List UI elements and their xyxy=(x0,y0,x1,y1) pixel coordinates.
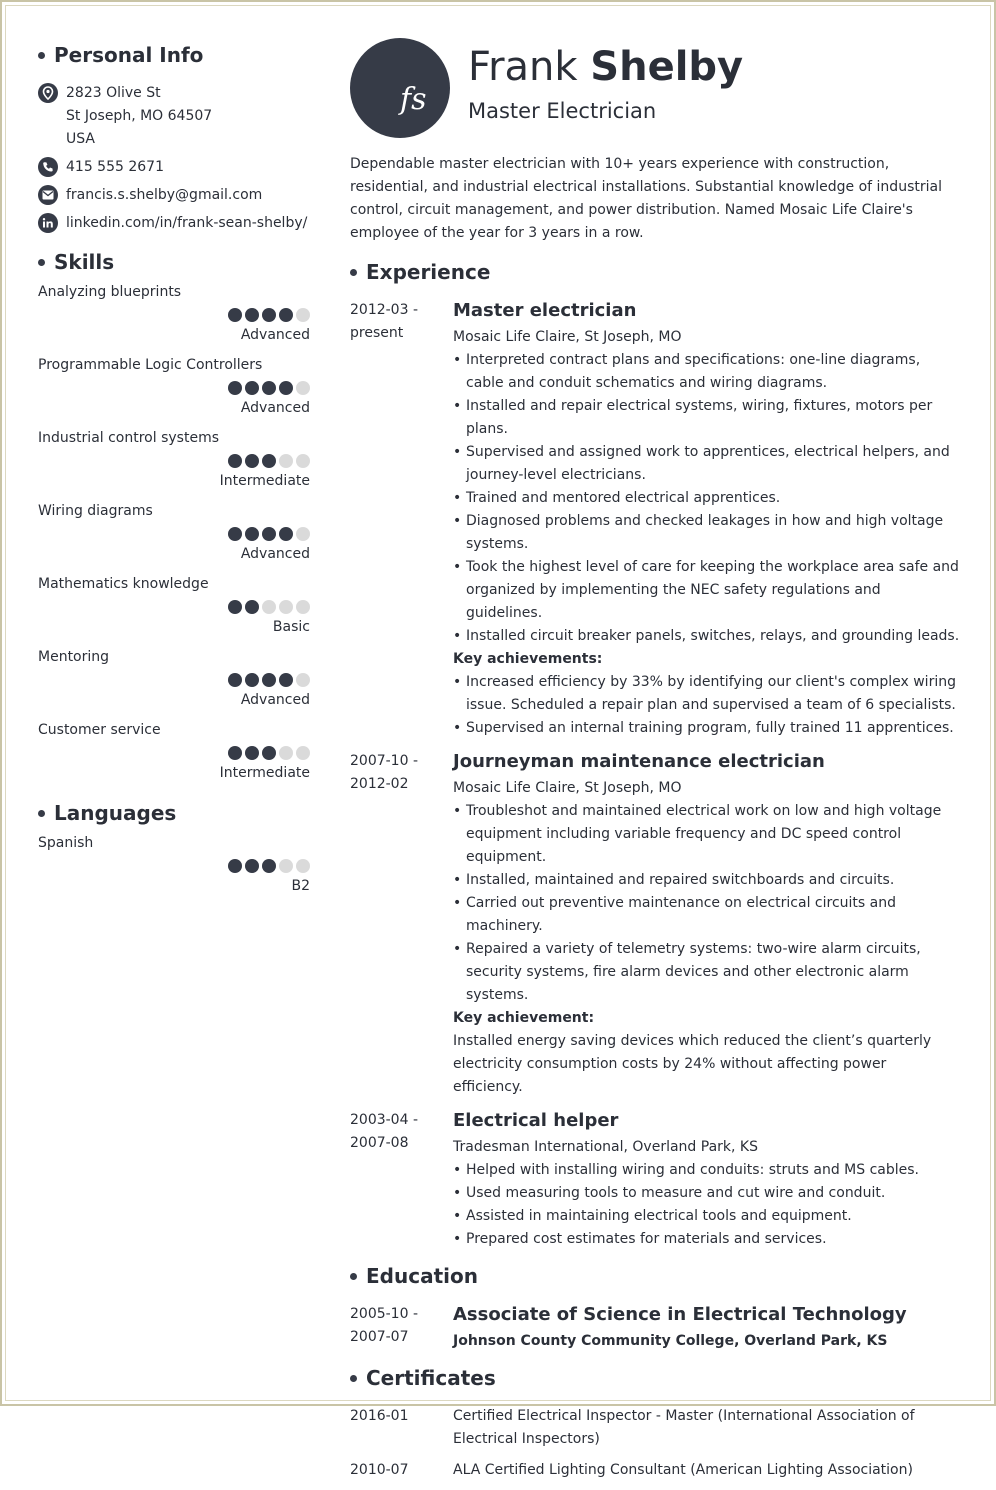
phone-text: 415 555 2671 xyxy=(66,159,164,175)
contact-phone xyxy=(38,156,310,179)
summary: Dependable master electrician with 10+ years experience with construction, residential, and industrial electrical installations. Substantial knowledge of industrial control, circuit management, and power distribution. Named Mosaic Life Claire's employee of the year for 3 years in a row. xyxy=(350,156,942,241)
certificate-text: Certified Electrical Inspector - Master (International Association of Electrical Inspectors) xyxy=(453,1408,915,1447)
rating-dot-empty-icon xyxy=(296,308,310,322)
skill-name: Customer service xyxy=(38,722,161,738)
certificates-list xyxy=(350,1405,960,1482)
skill-item xyxy=(38,833,310,896)
job-company: Tradesman International, Overland Park, KS xyxy=(453,1139,758,1155)
education-list xyxy=(350,1303,960,1353)
skill-level: Intermediate xyxy=(219,765,310,781)
achievement-bullet: • Increased efficiency by 33% by identifying our client's complex wiring issue. Scheduled a repair plan and supervised a team of 6 specialists. xyxy=(453,671,960,717)
skill-name: Wiring diagrams xyxy=(38,503,153,519)
skill-name: Mathematics knowledge xyxy=(38,576,209,592)
job-bullet: • Trained and mentored electrical apprentices. xyxy=(453,487,960,510)
skill-rating xyxy=(38,454,310,468)
rating-dot-filled-icon xyxy=(228,746,242,760)
skill-item xyxy=(38,355,310,418)
job-bullet: • Assisted in maintaining electrical tools and equipment. xyxy=(453,1205,960,1228)
job-bullet: • Used measuring tools to measure and cut wire and conduit. xyxy=(453,1182,960,1205)
education-body xyxy=(453,1303,960,1353)
rating-dot-filled-icon xyxy=(228,454,242,468)
name-block xyxy=(468,41,743,125)
contact-linkedin xyxy=(38,212,310,235)
skill-rating xyxy=(38,859,310,873)
section-bullet-icon xyxy=(350,1375,357,1382)
skill-level: Advanced xyxy=(240,327,310,343)
achievement-bullet: • Supervised an internal training program, fully trained 11 apprentices. xyxy=(453,717,960,740)
skill-level: Advanced xyxy=(240,400,310,416)
certificates-heading xyxy=(350,1363,960,1393)
job-company: Mosaic Life Claire, St Joseph, MO xyxy=(453,780,682,796)
job-title: Master Electrician xyxy=(468,99,657,123)
skill-item xyxy=(38,647,310,710)
rating-dot-filled-icon xyxy=(262,308,276,322)
rating-dot-filled-icon xyxy=(245,454,259,468)
skill-level: Advanced xyxy=(240,546,310,562)
job-title: Master electrician xyxy=(453,300,637,321)
rating-dot-filled-icon xyxy=(228,308,242,322)
email-icon xyxy=(38,185,58,205)
section-bullet-icon xyxy=(350,1273,357,1280)
job-bullet: • Repaired a variety of telemetry systems: two-wire alarm circuits, security systems, fire alarm devices and other electronic alarm systems. xyxy=(453,938,960,1007)
job-bullets xyxy=(453,800,960,1007)
rating-dot-filled-icon xyxy=(228,673,242,687)
certificates-heading-text: Certificates xyxy=(366,1366,496,1390)
personal-info-heading xyxy=(38,40,310,70)
education-heading-text: Education xyxy=(366,1264,478,1288)
section-bullet-icon xyxy=(350,269,357,276)
languages-list xyxy=(38,833,310,896)
rating-dot-filled-icon xyxy=(262,381,276,395)
certificate-entry xyxy=(350,1459,960,1482)
key-achievements-heading: Key achievements: xyxy=(453,651,603,667)
skill-name: Industrial control systems xyxy=(38,430,219,446)
rating-dot-empty-icon xyxy=(279,600,293,614)
job-date: 2012-03 - present xyxy=(350,302,418,341)
experience-section xyxy=(350,257,960,1251)
rating-dot-filled-icon xyxy=(262,527,276,541)
email-link[interactable]: francis.s.shelby@gmail.com xyxy=(66,187,263,203)
skill-level: Advanced xyxy=(240,692,310,708)
job-bullet: • Installed, maintained and repaired switchboards and circuits. xyxy=(453,869,960,892)
skill-rating xyxy=(38,746,310,760)
rating-dot-filled-icon xyxy=(262,673,276,687)
skill-rating xyxy=(38,308,310,322)
job-body xyxy=(453,299,960,740)
avatar-initials: fs xyxy=(400,82,427,117)
education-section xyxy=(350,1261,960,1353)
job-bullet: • Took the highest level of care for keeping the workplace area safe and organized by implementing the NEC safety regulations and guidelines. xyxy=(453,556,960,625)
job-bullet: • Installed circuit breaker panels, switches, relays, and grounding leads. xyxy=(453,625,960,648)
job-bullet: • Diagnosed problems and checked leakages in how and high voltage systems. xyxy=(453,510,960,556)
skill-rating xyxy=(38,600,310,614)
skill-item xyxy=(38,720,310,783)
address-line-2: St Joseph, MO 64507 xyxy=(66,108,213,124)
rating-dot-filled-icon xyxy=(262,859,276,873)
skill-name: Spanish xyxy=(38,835,94,851)
skill-name: Programmable Logic Controllers xyxy=(38,357,263,373)
job-entry xyxy=(350,1109,960,1251)
job-body xyxy=(453,1109,960,1251)
rating-dot-filled-icon xyxy=(245,381,259,395)
avatar xyxy=(350,38,450,138)
certificate-entry xyxy=(350,1405,960,1451)
rating-dot-empty-icon xyxy=(279,859,293,873)
experience-heading xyxy=(350,257,960,287)
section-bullet-icon xyxy=(38,810,45,817)
main-content xyxy=(350,38,960,1490)
personal-info-heading-text: Personal Info xyxy=(54,43,204,67)
skills-heading-text: Skills xyxy=(54,250,115,274)
rating-dot-filled-icon xyxy=(245,673,259,687)
job-bullet: • Carried out preventive maintenance on electrical circuits and machinery. xyxy=(453,892,960,938)
rating-dot-filled-icon xyxy=(279,527,293,541)
section-bullet-icon xyxy=(38,52,45,59)
rating-dot-filled-icon xyxy=(228,527,242,541)
school-name: Johnson County Community College, Overland Park, KS xyxy=(453,1333,888,1349)
rating-dot-filled-icon xyxy=(245,527,259,541)
resume-header xyxy=(350,38,960,138)
skill-name: Mentoring xyxy=(38,649,110,665)
rating-dot-empty-icon xyxy=(279,746,293,760)
skill-level: Basic xyxy=(272,619,310,635)
rating-dot-empty-icon xyxy=(296,454,310,468)
skill-item xyxy=(38,574,310,637)
rating-dot-filled-icon xyxy=(279,308,293,322)
achievement-bullets xyxy=(453,671,960,740)
certificate-date: 2010-07 xyxy=(350,1462,409,1478)
skill-name: Analyzing blueprints xyxy=(38,284,182,300)
rating-dot-filled-icon xyxy=(245,859,259,873)
rating-dot-empty-icon xyxy=(296,381,310,395)
rating-dot-filled-icon xyxy=(228,600,242,614)
experience-heading-text: Experience xyxy=(366,260,491,284)
rating-dot-empty-icon xyxy=(296,527,310,541)
address-line-3: USA xyxy=(66,131,95,147)
last-name: Shelby xyxy=(590,44,744,90)
job-title: Journeyman maintenance electrician xyxy=(453,751,825,772)
rating-dot-empty-icon xyxy=(296,859,310,873)
skills-heading xyxy=(38,247,310,277)
linkedin-icon xyxy=(38,213,58,233)
job-date: 2003-04 - 2007-08 xyxy=(350,1112,418,1151)
job-entry xyxy=(350,299,960,740)
job-date: 2007-10 - 2012-02 xyxy=(350,753,418,792)
education-date: 2005-10 - 2007-07 xyxy=(350,1306,418,1345)
phone-icon xyxy=(38,157,58,177)
job-body xyxy=(453,750,960,1099)
skill-item xyxy=(38,428,310,491)
rating-dot-empty-icon xyxy=(279,454,293,468)
location-icon xyxy=(38,83,58,103)
certificates-section xyxy=(350,1363,960,1482)
certificate-text: ALA Certified Lighting Consultant (American Lighting Association) xyxy=(453,1462,913,1478)
certificate-date: 2016-01 xyxy=(350,1408,409,1424)
rating-dot-filled-icon xyxy=(262,454,276,468)
skills-list xyxy=(38,282,310,783)
rating-dot-filled-icon xyxy=(279,673,293,687)
skill-rating xyxy=(38,527,310,541)
achievement-text: Installed energy saving devices which reduced the client’s quarterly electricity consumption costs by 24% without affecting power efficiency. xyxy=(453,1033,932,1095)
education-entry xyxy=(350,1303,960,1353)
linkedin-link[interactable]: linkedin.com/in/frank-sean-shelby/ xyxy=(66,215,308,231)
skill-item xyxy=(38,501,310,564)
section-bullet-icon xyxy=(38,259,45,266)
skill-item xyxy=(38,282,310,345)
rating-dot-filled-icon xyxy=(228,859,242,873)
first-name: Frank xyxy=(468,44,578,90)
rating-dot-empty-icon xyxy=(262,600,276,614)
job-entry xyxy=(350,750,960,1099)
rating-dot-empty-icon xyxy=(296,600,310,614)
skill-level: Intermediate xyxy=(219,473,310,489)
experience-list xyxy=(350,299,960,1251)
job-bullets xyxy=(453,349,960,648)
job-bullet: • Prepared cost estimates for materials and services. xyxy=(453,1228,960,1251)
rating-dot-filled-icon xyxy=(279,381,293,395)
sidebar xyxy=(38,40,310,896)
contact-address xyxy=(38,82,310,151)
skill-rating xyxy=(38,673,310,687)
job-bullet: • Helped with installing wiring and conduits: struts and MS cables. xyxy=(453,1159,960,1182)
job-bullet: • Supervised and assigned work to apprentices, electrical helpers, and journey-level electricians. xyxy=(453,441,960,487)
job-bullets xyxy=(453,1159,960,1251)
rating-dot-empty-icon xyxy=(296,746,310,760)
rating-dot-empty-icon xyxy=(296,673,310,687)
rating-dot-filled-icon xyxy=(228,381,242,395)
skill-level: B2 xyxy=(291,878,310,894)
languages-heading xyxy=(38,798,310,828)
contact-email xyxy=(38,184,310,207)
education-heading xyxy=(350,1261,960,1291)
full-name xyxy=(468,41,743,93)
rating-dot-filled-icon xyxy=(245,308,259,322)
degree-title: Associate of Science in Electrical Technology xyxy=(453,1304,907,1325)
job-title: Electrical helper xyxy=(453,1110,619,1131)
rating-dot-filled-icon xyxy=(245,600,259,614)
skill-rating xyxy=(38,381,310,395)
job-bullet: • Interpreted contract plans and specifications: one-line diagrams, cable and conduit schematics and wiring diagrams. xyxy=(453,349,960,395)
address-line-1: 2823 Olive St xyxy=(66,85,161,101)
address-lines xyxy=(66,82,212,151)
rating-dot-filled-icon xyxy=(262,746,276,760)
rating-dot-filled-icon xyxy=(245,746,259,760)
job-bullet: • Installed and repair electrical systems, wiring, fixtures, motors per plans. xyxy=(453,395,960,441)
job-company: Mosaic Life Claire, St Joseph, MO xyxy=(453,329,682,345)
languages-heading-text: Languages xyxy=(54,801,177,825)
key-achievements-heading: Key achievement: xyxy=(453,1010,595,1026)
job-bullet: • Troubleshot and maintained electrical work on low and high voltage equipment including variable frequency and DC speed control equipment. xyxy=(453,800,960,869)
